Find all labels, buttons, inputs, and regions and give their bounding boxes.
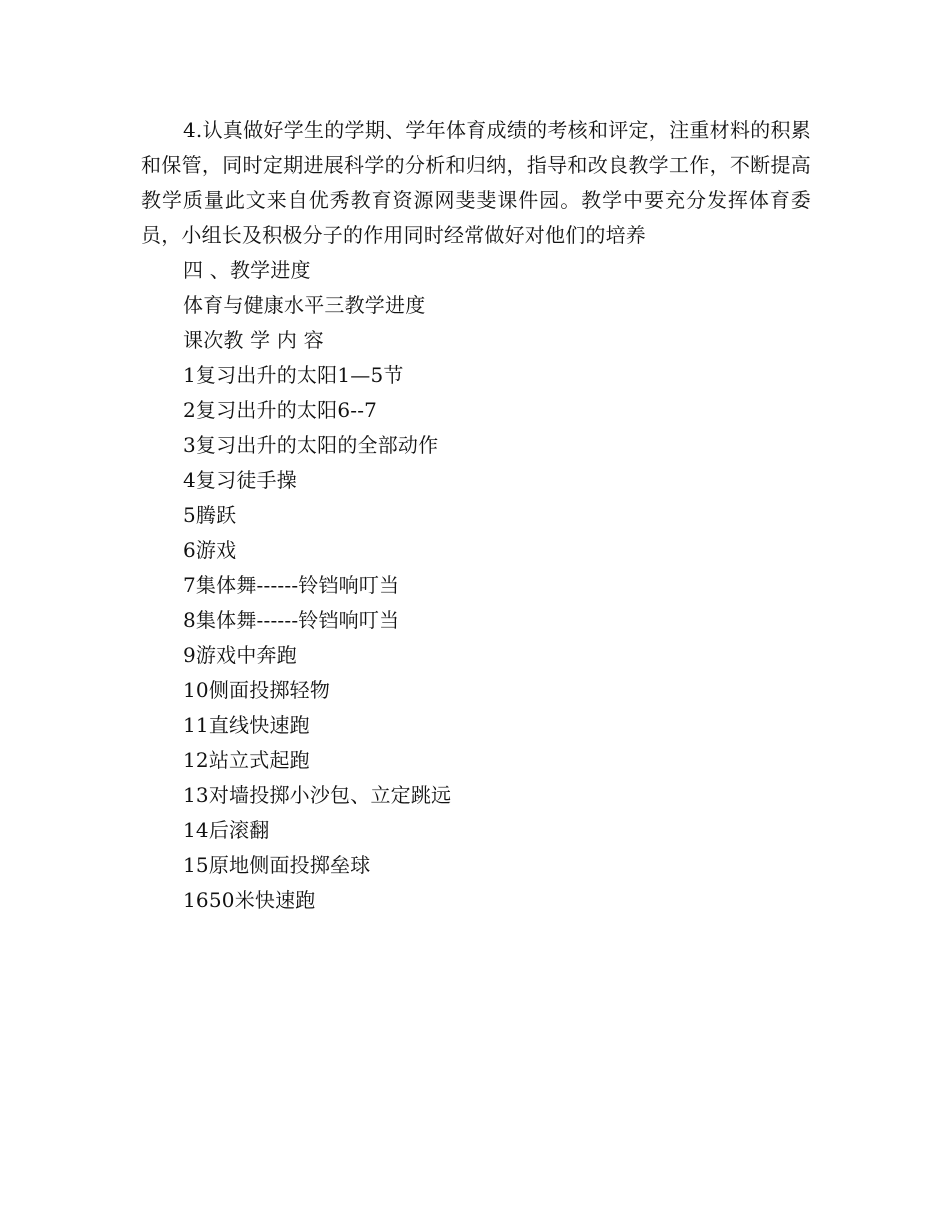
lesson-item: 12站立式起跑 xyxy=(183,748,310,772)
lesson-item: 4复习徒手操 xyxy=(183,468,297,492)
lesson-item: 1650米快速跑 xyxy=(183,888,316,912)
lesson-item: 5腾跃 xyxy=(183,503,237,527)
body-paragraph: 4.认真做好学生的学期、学年体育成绩的考核和评定，注重材料的积累和保管，同时定期进展科学的分析和归纳，指导和改良教学工作，不断提高教学质量此文来自优秀教育资源网斐斐课件园。教学中要充分发挥体育委员，小组长及积极分子的作用同时经常做好对他们的培养 xyxy=(141,118,811,247)
lesson-item: 9游戏中奔跑 xyxy=(183,643,297,667)
document-content xyxy=(141,113,811,918)
lesson-item: 14后滚翻 xyxy=(183,818,270,842)
table-title: 体育与健康水平三教学进度 xyxy=(183,293,426,317)
column-header: 课次教 学 内 容 xyxy=(183,328,324,352)
lesson-item: 7集体舞------铃铛响叮当 xyxy=(183,573,400,597)
lesson-item: 3复习出升的太阳的全部动作 xyxy=(183,433,439,457)
lesson-item: 1复习出升的太阳1—5节 xyxy=(183,363,404,387)
lesson-item: 13对墙投掷小沙包、立定跳远 xyxy=(183,783,452,807)
lesson-item: 15原地侧面投掷垒球 xyxy=(183,853,371,877)
lesson-item: 6游戏 xyxy=(183,538,237,562)
lesson-item: 8集体舞------铃铛响叮当 xyxy=(183,608,400,632)
lesson-item: 11直线快速跑 xyxy=(183,713,310,737)
lesson-item: 2复习出升的太阳6--7 xyxy=(183,398,378,422)
section-heading: 四 、教学进度 xyxy=(183,258,311,282)
lesson-item: 10侧面投掷轻物 xyxy=(183,678,331,702)
